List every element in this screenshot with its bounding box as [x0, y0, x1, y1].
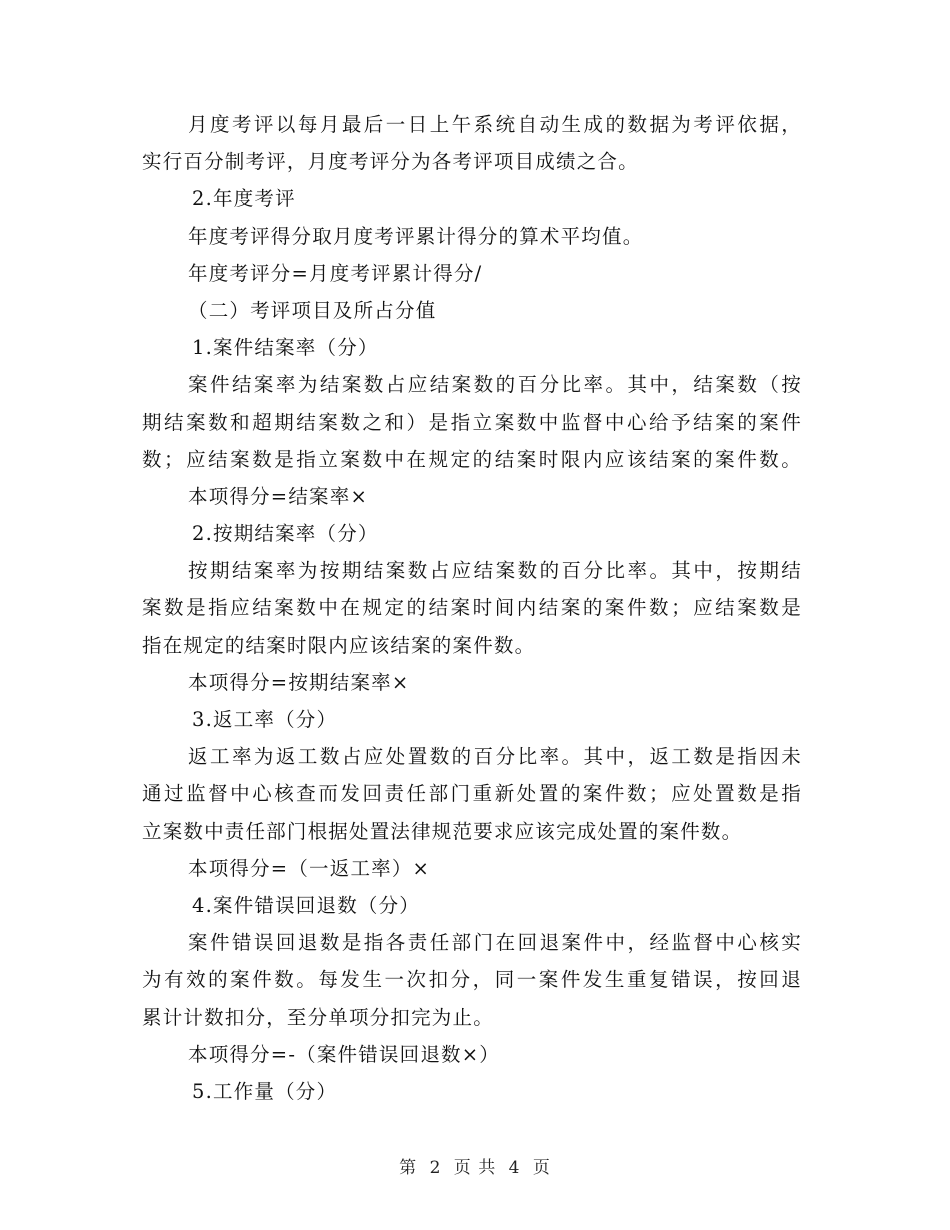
paragraph-line: 返工率为返工数占应处置数的百分比率。其中，返工数是指因未	[188, 745, 802, 769]
paragraph-line: 指在规定的结案时限内应该结案的案件数。	[142, 633, 536, 657]
paragraph-line: 案数是指应结案数中在规定的结案时间内结案的案件数；应结案数是	[142, 596, 802, 620]
footer-prefix: 第	[399, 1158, 418, 1178]
formula-line: 本项得分=按期结案率×	[188, 670, 410, 694]
formula-line: 本项得分=-（案件错误回退数×）	[188, 1042, 500, 1066]
formula-line: 本项得分=（一返工率）×	[188, 856, 431, 880]
item-heading: 4.案件错误回退数（分）	[192, 893, 421, 917]
item-heading: 3.返工率（分）	[192, 708, 338, 731]
page-footer	[0, 1153, 950, 1178]
paragraph-line: 案件错误回退数是指各责任部门在回退案件中，经监督中心核实	[188, 931, 802, 955]
paragraph-line: 数；应结案数是指立案数中在规定的结案时限内应该结案的案件数。	[142, 447, 802, 471]
item-heading: 1.案件结案率（分）	[192, 336, 379, 360]
item-heading: 5.工作量（分）	[192, 1079, 338, 1103]
paragraph-line: 案件结案率为结案数占应结案数的百分比率。其中，结案数（按	[188, 373, 802, 397]
paragraph-line: 按期结案率为按期结案数占应结案数的百分比率。其中，按期结	[188, 559, 802, 583]
paragraph-line: 累计计数扣分，至分单项分扣完为止。	[142, 1005, 494, 1029]
section-heading: （二）考评项目及所占分值	[188, 298, 437, 322]
document-body	[142, 106, 802, 1110]
formula-line: 年度考评分=月度考评累计得分/	[188, 261, 483, 285]
footer-page-number: 2	[429, 1158, 442, 1178]
paragraph-line: 期结案数和超期结案数之和）是指立案数中监督中心给予结案的案件	[142, 410, 802, 434]
paragraph-line: 月度考评以每月最后一日上午系统自动生成的数据为考评依据，	[188, 113, 802, 136]
paragraph-line: 通过监督中心核查而发回责任部门重新处置的案件数；应处置数是指	[142, 782, 802, 806]
footer-middle: 页 共	[453, 1158, 497, 1178]
section-heading: 2.年度考评	[192, 187, 296, 211]
paragraph-line: 年度考评得分取月度考评累计得分的算术平均值。	[188, 224, 644, 248]
paragraph-line: 为有效的案件数。每发生一次扣分，同一案件发生重复错误，按回退	[142, 968, 802, 992]
item-heading: 2.按期结案率（分）	[192, 522, 379, 546]
paragraph-line: 立案数中责任部门根据处置法律规范要求应该完成处置的案件数。	[142, 819, 743, 843]
paragraph-line: 实行百分制考评，月度考评分为各考评项目成绩之合。	[142, 150, 639, 174]
footer-total-pages: 4	[508, 1158, 521, 1178]
footer-suffix: 页	[532, 1158, 551, 1178]
formula-line: 本项得分=结案率×	[188, 484, 368, 508]
